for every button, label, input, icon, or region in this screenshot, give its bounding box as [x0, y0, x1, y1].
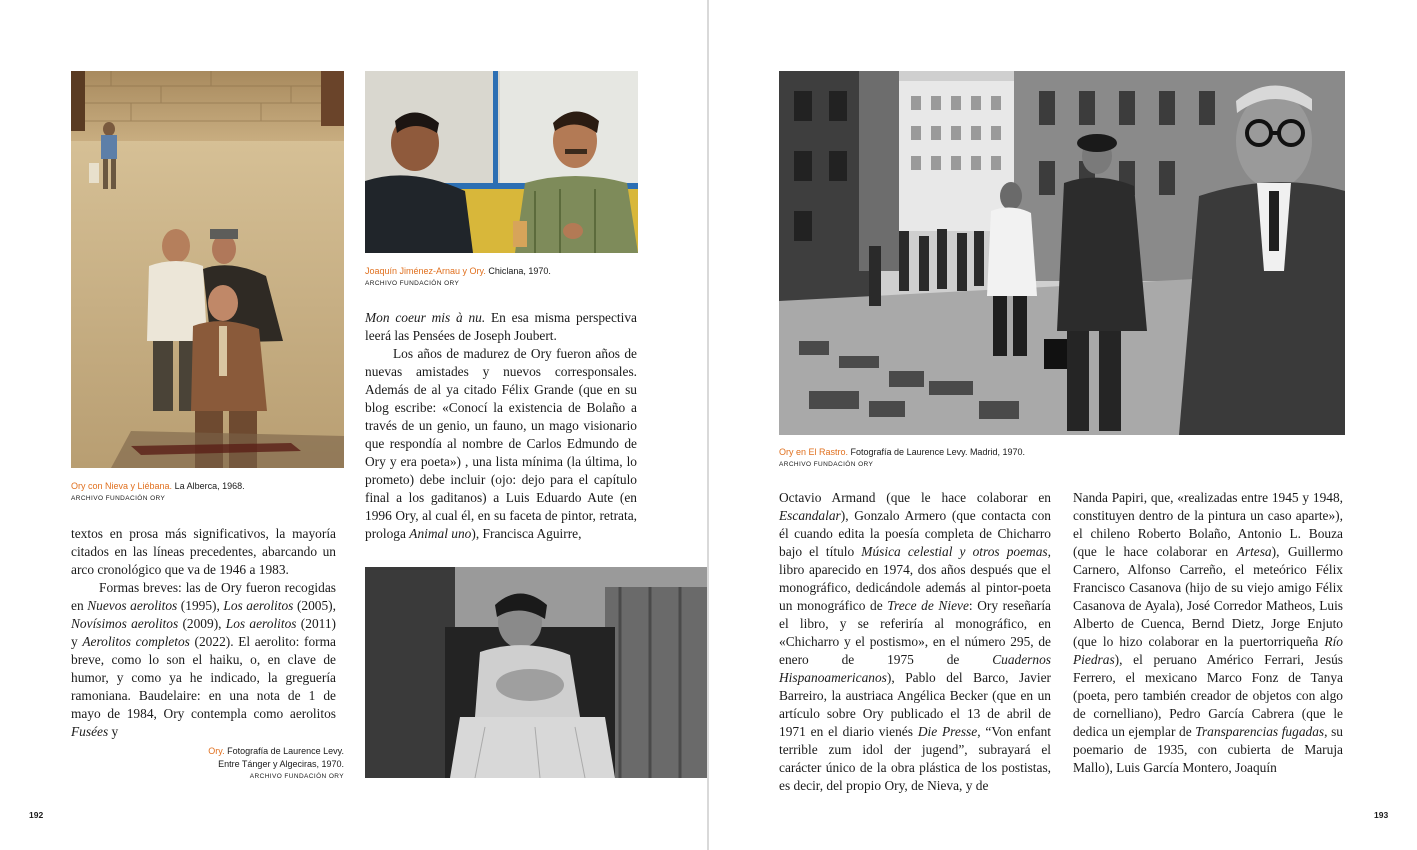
- photo-tanger-algeciras-image: [365, 567, 708, 778]
- left-page: [0, 0, 708, 850]
- col1-paragraph-2: Formas breves: las de Ory fueron recogidas en Nuevos aerolitos (1995), Los aerolitos (2005), Novísimos aerolitos (2009), Los aerolitos (2011) y Aerolitos completos (2022). El aerolito: forma breve, como lo son el haiku, o, en clave de humor, y como ya he indicado, la greguería ramoniana. Baudelaire: en una nota de 1 de mayo de 1984, Ory contempla como aerolitos Fusées y: [71, 580, 337, 739]
- photo-tanger-algeciras: [365, 567, 708, 778]
- col1-paragraph-1: textos en prosa más significativos, la mayoría citados en las líneas precedentes, abarcando un arco cronológico que va de 1946 a 1983.: [71, 526, 336, 577]
- left-page-column-2: [365, 309, 637, 543]
- photo-el-rastro-image: [779, 71, 1345, 435]
- caption-tanger-line2: Entre Tánger y Algeciras, 1970.: [218, 759, 344, 769]
- caption-el-rastro-text: Fotografía de Laurence Levy. Madrid, 1970.: [848, 447, 1025, 457]
- right-page-column-2: [1073, 489, 1343, 777]
- caption-tanger-highlight: Ory.: [208, 746, 225, 756]
- right-col2-paragraph: Nanda Papiri, que, «realizadas entre 1945 y 1948, constituyen dentro de la pintura un caso aparte»), el chileno Roberto Bolaño, Antonio L. Bouza (que le hace colaborar en Artesa), Guillermo Carnero, Alfonso Carreño, el meteórico Félix Francisco Casanova (hijo de su viejo amigo Félix Casanova de Ayala), José Corredor Matheos, Luis Alberto de Cuenca, Bernd Dietz, Jorge Enjuto (que lo hizo colaborar en la puertorriqueña Río Piedras), el peruano Américo Ferrari, Jesús Ferrero, el mexicano Marco Fonz de Tanya (poeta, pero también creador de objetos con algo de cornelliano), Pedro García Cabrera (que le dedica un ejemplar de Transparencias fugadas, su poemario de 1935, con cubierta de Maruja Mallo), Luis García Montero, Joaquín: [1073, 490, 1343, 775]
- caption-el-rastro-archive: ARCHIVO FUNDACIÓN ORY: [779, 461, 874, 468]
- photo-el-rastro: [779, 71, 1345, 435]
- right-col1-paragraph: Octavio Armand (que le hace colaborar en Escandalar), Gonzalo Armero (que contacta con él cuando edita la poesía completa de Chicharro bajo el título Música celestial y otros poemas, libro aparecido en 1974, dos años después que el monográfico, dedicándole además al pintor-poeta un monográfico de Trece de Nieve: Ory reseñaría el libro, y se referiría al monográfico, en «Chicharro y el postismo», en el número 295, de enero de 1975 de Cuadernos Hispanoamericanos), Pablo del Barco, Javier Barreiro, la austriaca Angélica Becker (que en un artículo sobre Ory publicado el 13 de abril de 1971 en el diario vienés Die Presse, “Von enfant terrible zum idol der jugend”, subrayará el carácter único de la obra plástica de los postistas, es decir, del propio Ory, de Nieva, y de: [779, 490, 1052, 793]
- col2-paragraph-1: Mon coeur mis à nu. En esa misma perspectiva leerá las Pensées de Joseph Joubert.: [365, 310, 637, 343]
- caption-la-alberca: [71, 480, 344, 504]
- caption-el-rastro-highlight: Ory en El Rastro.: [779, 447, 849, 457]
- caption-tanger: [140, 745, 344, 782]
- caption-tanger-archive: ARCHIVO FUNDACIÓN ORY: [249, 773, 344, 780]
- col2-paragraph-2: Los años de madurez de Ory fueron años de nuevas amistades y nuevos corresponsales. Además de al ya citado Félix Grande (que en su blog escribe: «Conocí la existencia de Bolaño a través de un genio, un fauno, un mago visionario que respondía al nombre de Carlos Edmundo de Ory y era poeta») , una lista mínima (la última, lo prometo) debe incluir (ojo: dejo para el capítulo final a los gaditanos) a Luis Eduardo Aute (en 1996 Ory, al cual él, en su faceta de pintor, retrata, prologa Animal uno), Francisca Aguirre,: [365, 346, 637, 541]
- photo-chiclana-image: [365, 71, 638, 253]
- right-page: [709, 0, 1417, 850]
- caption-chiclana-highlight: Joaquín Jiménez-Arnau y Ory.: [365, 266, 486, 276]
- caption-chiclana-archive: ARCHIVO FUNDACIÓN ORY: [365, 280, 460, 287]
- caption-tanger-text: Fotografía de Laurence Levy.: [224, 746, 344, 756]
- photo-la-alberca: [71, 71, 344, 468]
- caption-la-alberca-archive: ARCHIVO FUNDACIÓN ORY: [71, 495, 166, 502]
- right-page-column-1: [779, 489, 1051, 795]
- caption-chiclana: [365, 265, 638, 289]
- left-page-column-1: [71, 525, 336, 741]
- caption-la-alberca-text: La Alberca, 1968.: [172, 481, 245, 491]
- photo-chiclana: [365, 71, 638, 253]
- caption-chiclana-text: Chiclana, 1970.: [485, 266, 551, 276]
- photo-la-alberca-image: [71, 71, 344, 468]
- page-number-left: 192: [29, 810, 44, 820]
- caption-la-alberca-highlight: Ory con Nieva y Liébana.: [71, 481, 173, 491]
- caption-el-rastro: [779, 446, 1345, 470]
- page-number-right: 193: [1374, 810, 1389, 820]
